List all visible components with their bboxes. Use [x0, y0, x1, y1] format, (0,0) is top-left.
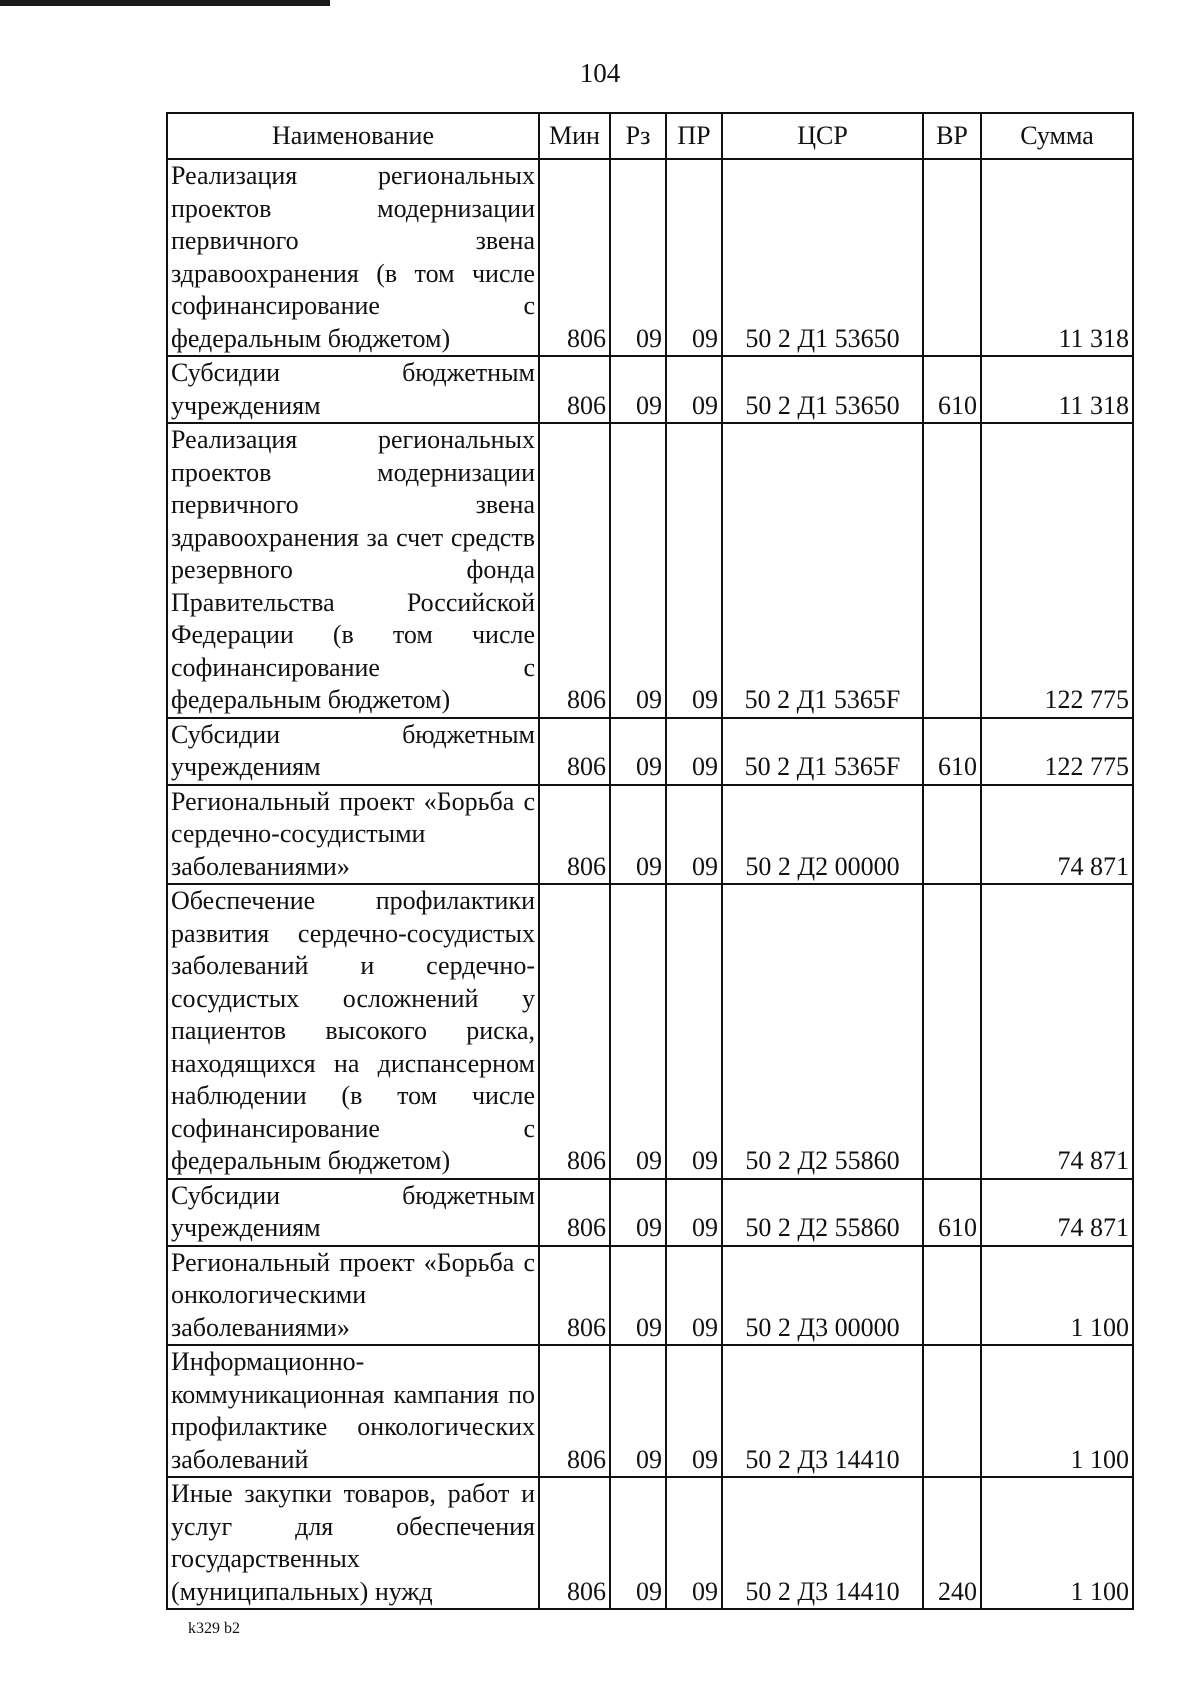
row-pr: 09: [666, 423, 722, 718]
row-sum: 1 100: [981, 1246, 1133, 1346]
row-vr: 610: [923, 1179, 981, 1246]
page-number: 104: [579, 58, 621, 88]
row-vr: [923, 1246, 981, 1346]
row-csr: 50 2 Д1 5365F: [722, 423, 923, 718]
header-row: [167, 113, 1133, 159]
row-pr: 09: [666, 1345, 722, 1477]
table-row: [167, 159, 1133, 356]
row-rz: 09: [610, 1345, 666, 1477]
header-min: Мин: [539, 113, 610, 159]
row-min: 806: [539, 356, 610, 423]
row-rz: 09: [610, 423, 666, 718]
row-min: 806: [539, 1477, 610, 1609]
row-csr: 50 2 Д3 14410: [722, 1477, 923, 1609]
row-pr: 09: [666, 1246, 722, 1346]
row-name: Обеспечение профилактики развития сердечно-сосудистых заболеваний и сердечно-сосудистых осложнений у пациентов высокого риска, находящихся на диспансерном наблюдении (в том числе софинансирование с федеральным бюджетом): [167, 884, 539, 1179]
row-name: Информационно-коммуникационная кампания по профилактике онкологических заболеваний: [167, 1345, 539, 1477]
header-csr: ЦСР: [722, 113, 923, 159]
row-csr: 50 2 Д2 55860: [722, 1179, 923, 1246]
row-min: 806: [539, 1246, 610, 1346]
table-body: [167, 159, 1133, 1609]
row-sum: 1 100: [981, 1477, 1133, 1609]
row-vr: [923, 884, 981, 1179]
table-row: [167, 1246, 1133, 1346]
table-row: [167, 785, 1133, 885]
row-pr: 09: [666, 884, 722, 1179]
table-row: [167, 718, 1133, 785]
row-rz: 09: [610, 1246, 666, 1346]
row-pr: 09: [666, 718, 722, 785]
row-name: Субсидии бюджетным учреждениям: [167, 356, 539, 423]
row-csr: 50 2 Д3 00000: [722, 1246, 923, 1346]
row-vr: [923, 1345, 981, 1477]
row-rz: 09: [610, 785, 666, 885]
row-sum: 1 100: [981, 1345, 1133, 1477]
row-vr: [923, 423, 981, 718]
row-min: 806: [539, 884, 610, 1179]
header-pr: ПР: [666, 113, 722, 159]
row-vr: 240: [923, 1477, 981, 1609]
row-csr: 50 2 Д2 55860: [722, 884, 923, 1179]
table-row: [167, 1477, 1133, 1609]
budget-table: [166, 112, 1134, 1610]
row-rz: 09: [610, 884, 666, 1179]
row-min: 806: [539, 423, 610, 718]
row-name: Региональный проект «Борьба с сердечно-сосудистыми заболеваниями»: [167, 785, 539, 885]
row-sum: 74 871: [981, 785, 1133, 885]
header-sum: Сумма: [981, 113, 1133, 159]
row-pr: 09: [666, 785, 722, 885]
row-name: Субсидии бюджетным учреждениям: [167, 1179, 539, 1246]
row-csr: 50 2 Д1 53650: [722, 356, 923, 423]
row-name: Субсидии бюджетным учреждениям: [167, 718, 539, 785]
row-vr: 610: [923, 718, 981, 785]
row-min: 806: [539, 718, 610, 785]
row-name: Иные закупки товаров, работ и услуг для обеспечения государственных (муниципальных) нужд: [167, 1477, 539, 1609]
row-min: 806: [539, 1179, 610, 1246]
row-pr: 09: [666, 1179, 722, 1246]
row-csr: 50 2 Д2 00000: [722, 785, 923, 885]
row-rz: 09: [610, 159, 666, 356]
row-sum: 122 775: [981, 423, 1133, 718]
table-row: [167, 423, 1133, 718]
table-row: [167, 1179, 1133, 1246]
row-rz: 09: [610, 718, 666, 785]
header-name: Наименование: [167, 113, 539, 159]
row-csr: 50 2 Д3 14410: [722, 1345, 923, 1477]
row-min: 806: [539, 785, 610, 885]
table-row: [167, 884, 1133, 1179]
row-vr: 610: [923, 356, 981, 423]
row-sum: 74 871: [981, 884, 1133, 1179]
table-row: [167, 1345, 1133, 1477]
row-sum: 11 318: [981, 159, 1133, 356]
row-rz: 09: [610, 1179, 666, 1246]
row-name: Региональный проект «Борьба с онкологическими заболеваниями»: [167, 1246, 539, 1346]
row-min: 806: [539, 1345, 610, 1477]
row-vr: [923, 785, 981, 885]
row-sum: 122 775: [981, 718, 1133, 785]
row-sum: 74 871: [981, 1179, 1133, 1246]
table-row: [167, 356, 1133, 423]
row-csr: 50 2 Д1 53650: [722, 159, 923, 356]
header-rz: Рз: [610, 113, 666, 159]
row-name: Реализация региональных проектов модернизации первичного звена здравоохранения за счет средств резервного фонда Правительства Российской Федерации (в том числе софинансирование с федеральным бюджетом): [167, 423, 539, 718]
scan-edge-mark: [0, 0, 330, 6]
row-rz: 09: [610, 1477, 666, 1609]
row-vr: [923, 159, 981, 356]
row-min: 806: [539, 159, 610, 356]
row-name: Реализация региональных проектов модернизации первичного звена здравоохранения (в том числе софинансирование с федеральным бюджетом): [167, 159, 539, 356]
row-sum: 11 318: [981, 356, 1133, 423]
row-pr: 09: [666, 356, 722, 423]
footer-code: k329 b2: [188, 1620, 240, 1637]
header-vr: ВР: [923, 113, 981, 159]
row-csr: 50 2 Д1 5365F: [722, 718, 923, 785]
row-rz: 09: [610, 356, 666, 423]
row-pr: 09: [666, 159, 722, 356]
row-pr: 09: [666, 1477, 722, 1609]
